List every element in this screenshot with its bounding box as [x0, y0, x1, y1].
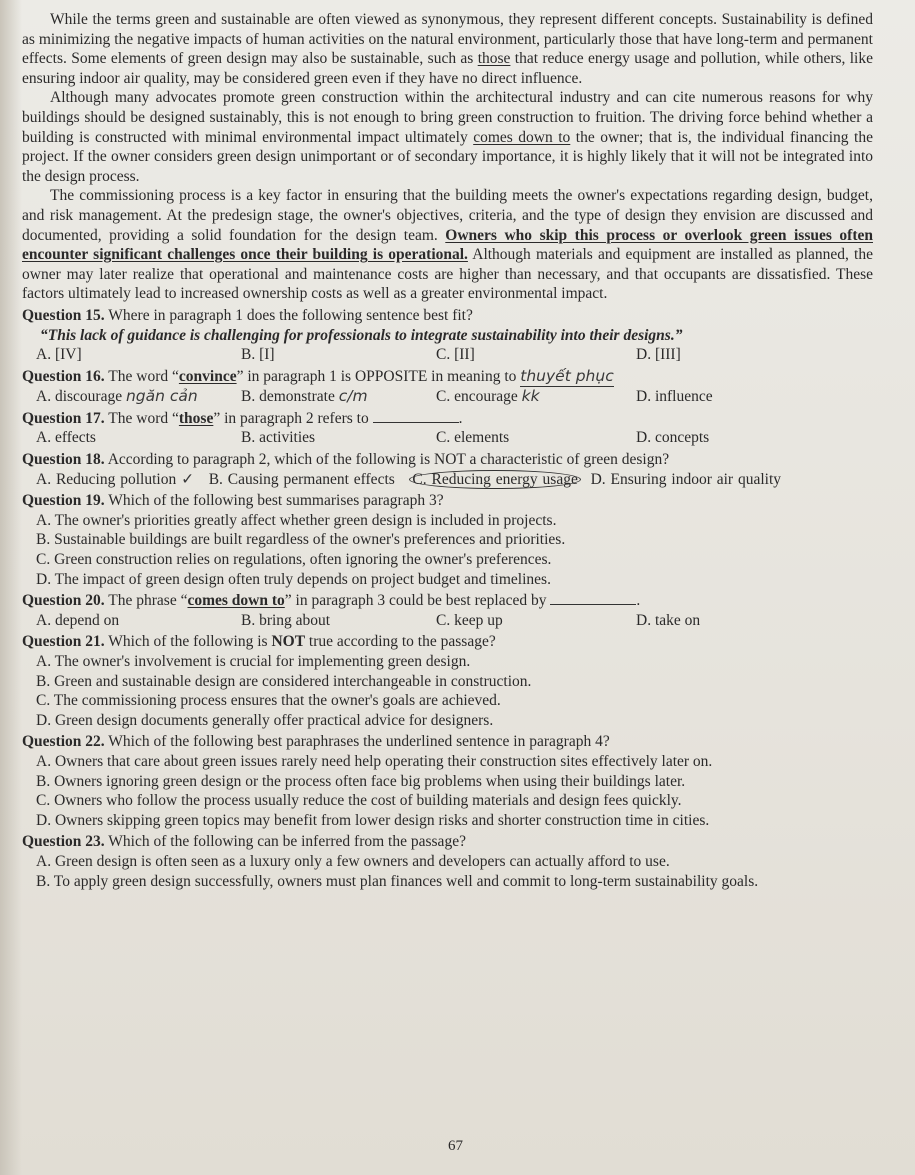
q21-option-b[interactable]: B. Green and sustainable design are considered interchangeable in construction. [36, 672, 532, 690]
q18-stem: According to paragraph 2, which of the following is NOT a characteristic of green design? [107, 451, 670, 469]
question-16 [22, 367, 873, 388]
q17-number: Question 17. [22, 409, 105, 427]
q20-options [22, 611, 873, 631]
q21-option-d[interactable]: D. Green design documents generally offer practical advice for designers. [36, 711, 494, 729]
q17-option-d[interactable]: D. concepts [636, 429, 710, 447]
q23-stem: Which of the following can be inferred from the passage? [108, 833, 466, 851]
question-21 [22, 632, 873, 652]
q15-option-c[interactable]: C. [II] [436, 346, 475, 364]
q16-option-a[interactable] [36, 387, 241, 407]
q21-post: true according to the passage? [305, 633, 496, 651]
q21-option-c[interactable]: C. The commissioning process ensures that the owner's goals are achieved. [36, 692, 501, 710]
q15-number: Question 15. [22, 306, 105, 324]
q18-option-a[interactable]: A. Reducing pollution [36, 470, 177, 488]
q18-options [22, 470, 873, 490]
q23-option-a[interactable]: A. Green design is often seen as a luxury only a few owners and developers can actually afford to use. [36, 852, 670, 870]
q20-blank [550, 604, 636, 605]
q19-number: Question 19. [22, 492, 105, 510]
q17-option-b[interactable]: B. activities [241, 429, 316, 447]
p2-underlined-comes-down-to: comes down to [473, 128, 571, 146]
q16-options [22, 387, 873, 407]
q16-pre: The word “ [108, 367, 179, 385]
q18-option-d[interactable]: D. Ensuring indoor air quality [590, 470, 782, 488]
q17-blank [373, 422, 459, 423]
q23-option-b[interactable]: B. To apply green design successfully, owners must plan finances well and commit to long-term sustainability goals. [36, 872, 759, 890]
q16-option-c[interactable] [436, 387, 636, 407]
q19-option-c[interactable]: C. Green construction relies on regulations, often ignoring the owner's preferences. [36, 551, 552, 569]
paragraph-2 [22, 88, 873, 186]
q17-keyword: those [178, 409, 214, 427]
q17-pre: The word “ [108, 409, 179, 427]
q15-option-d[interactable]: D. [III] [636, 346, 681, 364]
q19-option-a[interactable]: A. The owner's priorities greatly affect whether green design is included in projects. [36, 511, 557, 529]
q21-pre: Which of the following is [108, 633, 272, 651]
question-19 [22, 491, 873, 511]
question-23 [22, 832, 873, 852]
q20-option-b[interactable]: B. bring about [241, 611, 331, 629]
question-17: Question 17. The word “those” in paragraph 2 refers to . [22, 409, 463, 427]
page-edge-shadow [0, 0, 22, 1175]
q19-option-d[interactable]: D. The impact of green design often truly depends on project budget and timelines. [36, 570, 551, 588]
q15-option-a[interactable]: A. [IV] [36, 346, 82, 364]
q19-stem: Which of the following best summarises paragraph 3? [108, 492, 444, 510]
question-20: Question 20. The phrase “comes down to” in paragraph 3 could be best replaced by . [22, 592, 641, 610]
p3-underlined-sentence: Owners who skip this process or overlook green issues often encounter significant challenges once their building is operational. [22, 226, 873, 264]
page-number: 67 [448, 1138, 463, 1154]
q22-option-d[interactable]: D. Owners skipping green topics may benefit from lower design risks and shorter construction time in cities. [36, 811, 710, 829]
q21-option-a[interactable]: A. The owner's involvement is crucial for implementing green design. [36, 653, 471, 670]
p3-text-b: Although materials and equipment are installed as planned, the owner may later realize that operational and maintenance costs are higher than necessary, and that occupants are dissatisfied. These factors ultimately lead to increased ownership costs as well as a greater environmental impact. [22, 246, 873, 303]
paragraph-1 [22, 10, 873, 88]
q22-option-a[interactable]: A. Owners that care about green issues rarely need help operating their construction sites effectively later on. [36, 752, 713, 770]
q23-number: Question 23. [22, 833, 105, 851]
q22-option-c[interactable]: C. Owners who follow the process usually reduce the cost of building materials and design fees quickly. [36, 792, 682, 810]
q16-option-b-label: B. demonstrate [241, 388, 335, 406]
q16-note-c: kk [521, 387, 540, 406]
q20-option-c[interactable]: C. keep up [436, 611, 503, 629]
q16-option-d[interactable]: D. influence [636, 388, 713, 406]
question-18 [22, 450, 873, 470]
q20-number: Question 20. [22, 592, 105, 610]
q16-option-a-label: A. discourage [36, 388, 123, 406]
question-22 [22, 732, 873, 752]
p2-text-b: the owner; that is, the individual financing the project. If the owner considers green design unimportant or of secondary importance, it is highly likely that it will not be integrated into the design process. [22, 128, 873, 185]
q18-option-b[interactable]: B. Causing permanent effects [208, 470, 395, 488]
p1-underlined-those: those [477, 50, 511, 68]
q20-post: ” in paragraph 3 could be best replaced by [284, 592, 547, 610]
q20-pre: The phrase “ [108, 592, 188, 610]
q18-check-mark-a: ✓ [181, 469, 195, 488]
q22-stem: Which of the following best paraphrases the underlined sentence in paragraph 4? [108, 733, 610, 751]
q16-note-a: ngăn cản [125, 387, 198, 406]
question-15 [22, 306, 873, 326]
q16-note-b: c/m [338, 387, 368, 406]
q15-stem: Where in paragraph 1 does the following sentence best fit? [108, 306, 473, 324]
q16-number: Question 16. [22, 367, 105, 385]
q16-option-b[interactable] [241, 387, 436, 407]
q17-post: ” in paragraph 2 refers to [213, 409, 369, 427]
q19-option-b[interactable]: B. Sustainable buildings are built regardless of the owner's preferences and priorities. [36, 531, 566, 549]
paragraph-3 [22, 186, 873, 304]
q22-number: Question 22. [22, 733, 105, 751]
p3-text-a: The commissioning process is a key factor in ensuring that the building meets the owner's expectations regarding design, budget, and risk management. At the predesign stage, the owner's objectives, criteria, and the type of design they envision are discussed and documented, providing a solid foundation for the design team. [22, 187, 873, 244]
p1-text-b: that reduce energy usage and pollution, while others, like ensuring indoor air quality, may be considered green even if they have no direct influence. [22, 50, 873, 87]
q21-number: Question 21. [22, 633, 105, 651]
p1-text-a: While the terms green and sustainable are often viewed as synonymous, they represent different concepts. Sustainability is defined as minimizing the negative impacts of human activities on the natural environment, particularly those that have long-term and permanent effects. Some elements of green design may also be sustainable, such as [22, 11, 873, 68]
q16-keyword: convince [178, 367, 237, 385]
q15-option-b[interactable]: B. [I] [241, 346, 275, 364]
q16-option-c-label: C. encourage [436, 388, 518, 406]
q18-option-c[interactable]: C. Reducing energy usage [409, 470, 580, 489]
q15-quote: “This lack of guidance is challenging for professionals to integrate sustainability into their designs.” [40, 326, 683, 344]
q20-keyword: comes down to [187, 592, 285, 610]
q18-number: Question 18. [22, 451, 105, 469]
q20-option-d[interactable]: D. take on [636, 611, 701, 629]
p2-text-a: Although many advocates promote green construction within the architectural industry and can cite numerous reasons for why buildings should be designed sustainably, this is not enough to bring green construction to fruition. The driving force behind whether a building is constructed with minimal environmental impact ultimately [22, 89, 873, 146]
q16-handwritten-answer: thuyết phục [520, 367, 613, 388]
q22-option-b[interactable]: B. Owners ignoring green design or the process often face big problems when using their buildings later. [36, 772, 686, 790]
q17-option-c[interactable]: C. elements [436, 429, 510, 447]
q17-options [22, 428, 873, 448]
q21-not: NOT [271, 633, 306, 651]
q17-option-a[interactable]: A. effects [36, 429, 96, 447]
q20-option-a[interactable]: A. depend on [36, 611, 120, 629]
q15-options [22, 345, 873, 365]
q16-post: ” in paragraph 1 is OPPOSITE in meaning to [236, 367, 521, 385]
